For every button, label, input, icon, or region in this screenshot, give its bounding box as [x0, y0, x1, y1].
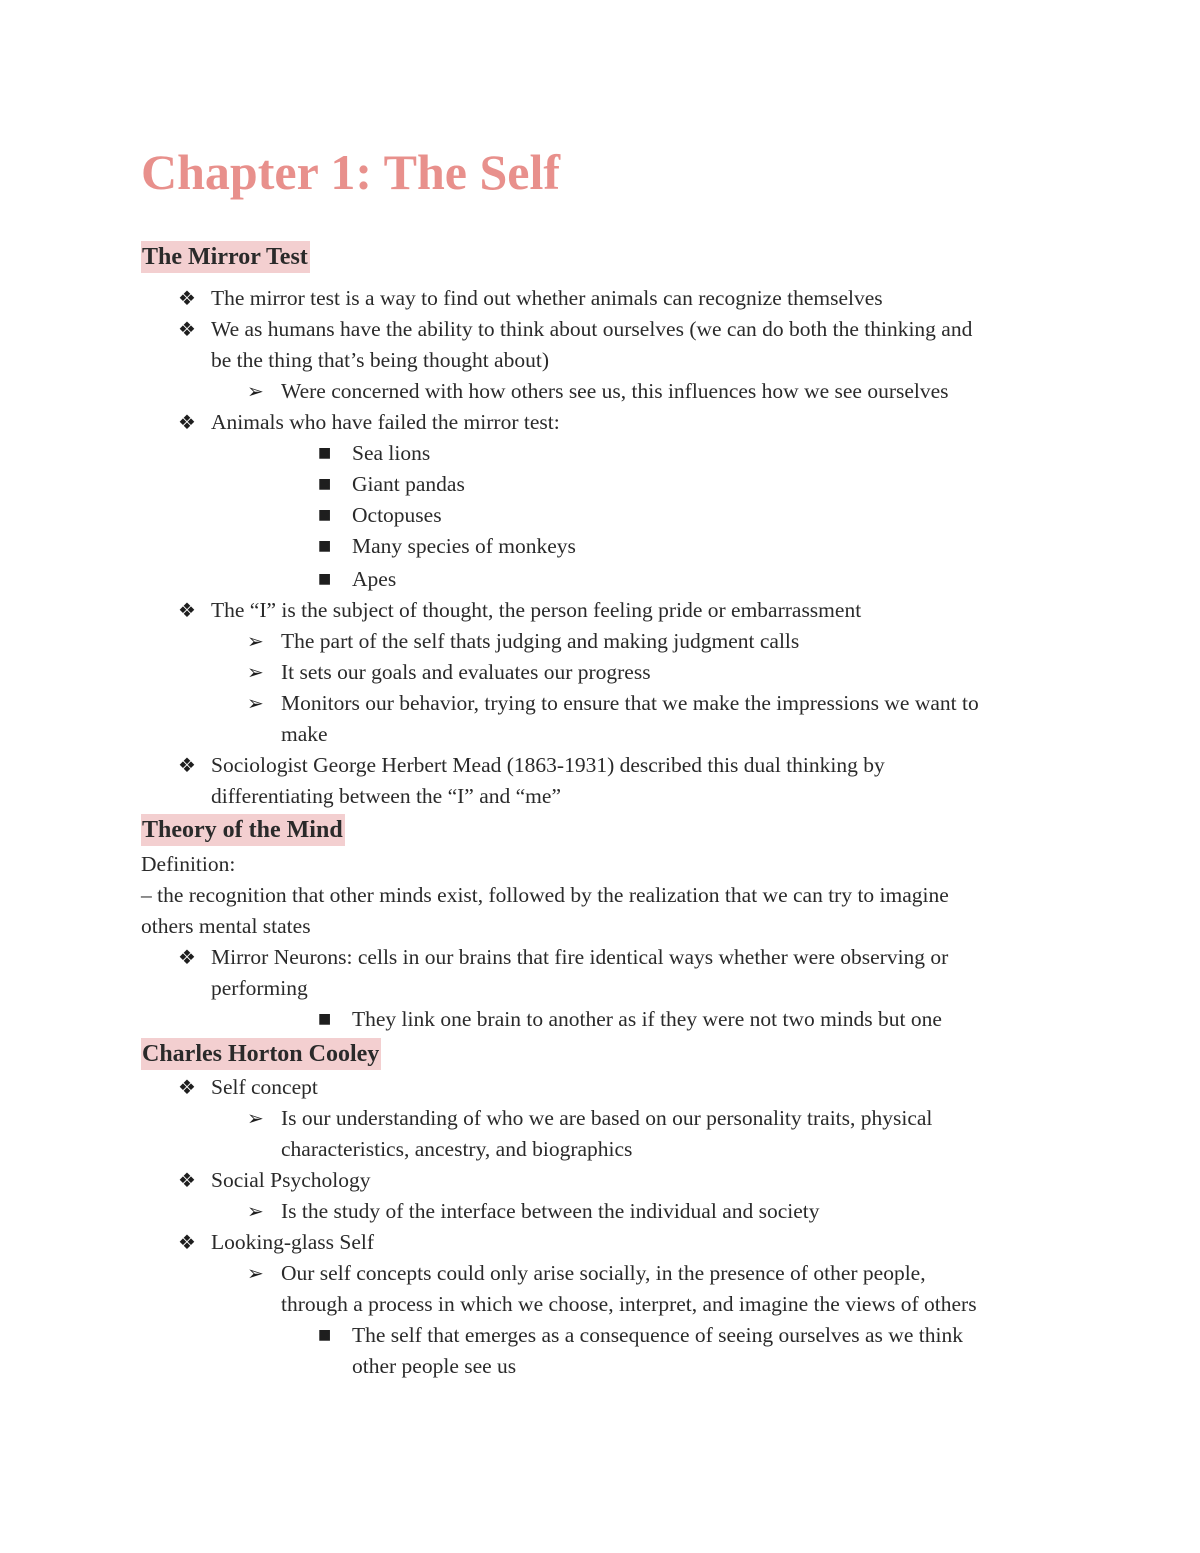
diamond-bullet-icon: ❖ [178, 410, 196, 434]
animal-list-item: Apes [352, 567, 397, 591]
list-item: The part of the self thats judging and making judgment calls [281, 629, 800, 653]
list-item-continuation: other people see us [352, 1354, 517, 1378]
list-item: Our self concepts could only arise socially, in the presence of other people, [281, 1261, 926, 1285]
list-item: It sets our goals and evaluates our progress [281, 660, 651, 684]
diamond-bullet-icon: ❖ [178, 598, 196, 622]
arrow-bullet-icon: ➢ [247, 691, 264, 715]
list-item: The self that emerges as a consequence of seeing ourselves as we think [352, 1323, 963, 1347]
list-item: They link one brain to another as if they were not two minds but one [352, 1007, 942, 1031]
square-bullet-icon: ■ [318, 1327, 332, 1343]
square-bullet-icon: ■ [318, 538, 332, 554]
animal-list-item: Sea lions [352, 441, 431, 465]
arrow-bullet-icon: ➢ [247, 1199, 264, 1223]
arrow-bullet-icon: ➢ [247, 629, 264, 653]
list-item-continuation: performing [211, 976, 308, 1000]
list-item: We as humans have the ability to think about ourselves (we can do both the thinking and [211, 317, 973, 341]
list-item-continuation: through a process in which we choose, interpret, and imagine the views of others [281, 1292, 977, 1316]
list-item: Looking-glass Self [211, 1230, 375, 1254]
diamond-bullet-icon: ❖ [178, 286, 196, 310]
animal-list-item: Many species of monkeys [352, 534, 576, 558]
definition-text: – the recognition that other minds exist, followed by the realization that we can try to imagine [141, 883, 949, 907]
list-item: The mirror test is a way to find out whether animals can recognize themselves [211, 286, 883, 310]
list-item: Social Psychology [211, 1168, 371, 1192]
list-item-continuation: differentiating between the “I” and “me” [211, 784, 561, 808]
square-bullet-icon: ■ [318, 571, 332, 587]
square-bullet-icon: ■ [318, 507, 332, 523]
list-item: Is our understanding of who we are based on our personality traits, physical [281, 1106, 933, 1130]
arrow-bullet-icon: ➢ [247, 660, 264, 684]
square-bullet-icon: ■ [318, 476, 332, 492]
list-item: Mirror Neurons: cells in our brains that fire identical ways whether were observing or [211, 945, 949, 969]
list-item: Is the study of the interface between the individual and society [281, 1199, 820, 1223]
diamond-bullet-icon: ❖ [178, 945, 196, 969]
definition-text-continuation: others mental states [141, 914, 311, 938]
square-bullet-icon: ■ [318, 445, 332, 461]
diamond-bullet-icon: ❖ [178, 317, 196, 341]
list-item-continuation: characteristics, ancestry, and biographics [281, 1137, 633, 1161]
square-bullet-icon: ■ [318, 1011, 332, 1027]
arrow-bullet-icon: ➢ [247, 1261, 264, 1285]
diamond-bullet-icon: ❖ [178, 753, 196, 777]
list-item-continuation: be the thing that’s being thought about) [211, 348, 549, 372]
diamond-bullet-icon: ❖ [178, 1075, 196, 1099]
list-item: The “I” is the subject of thought, the person feeling pride or embarrassment [211, 598, 862, 622]
section-heading-mirror-test: The Mirror Test [141, 241, 310, 273]
diamond-bullet-icon: ❖ [178, 1230, 196, 1254]
list-item: Sociologist George Herbert Mead (1863-1931) described this dual thinking by [211, 753, 885, 777]
page-title: Chapter 1: The Self [141, 144, 560, 200]
section-heading-cooley: Charles Horton Cooley [141, 1038, 381, 1070]
animal-list-item: Giant pandas [352, 472, 465, 496]
diamond-bullet-icon: ❖ [178, 1168, 196, 1192]
list-item: Animals who have failed the mirror test: [211, 410, 560, 434]
list-item-continuation: make [281, 722, 328, 746]
arrow-bullet-icon: ➢ [247, 379, 264, 403]
list-item: Self concept [211, 1075, 318, 1099]
arrow-bullet-icon: ➢ [247, 1106, 264, 1130]
list-item: Were concerned with how others see us, this influences how we see ourselves [281, 379, 949, 403]
animal-list-item: Octopuses [352, 503, 442, 527]
section-heading-theory-of-mind: Theory of the Mind [141, 814, 345, 846]
list-item: Monitors our behavior, trying to ensure that we make the impressions we want to [281, 691, 979, 715]
definition-label: Definition: [141, 852, 236, 876]
